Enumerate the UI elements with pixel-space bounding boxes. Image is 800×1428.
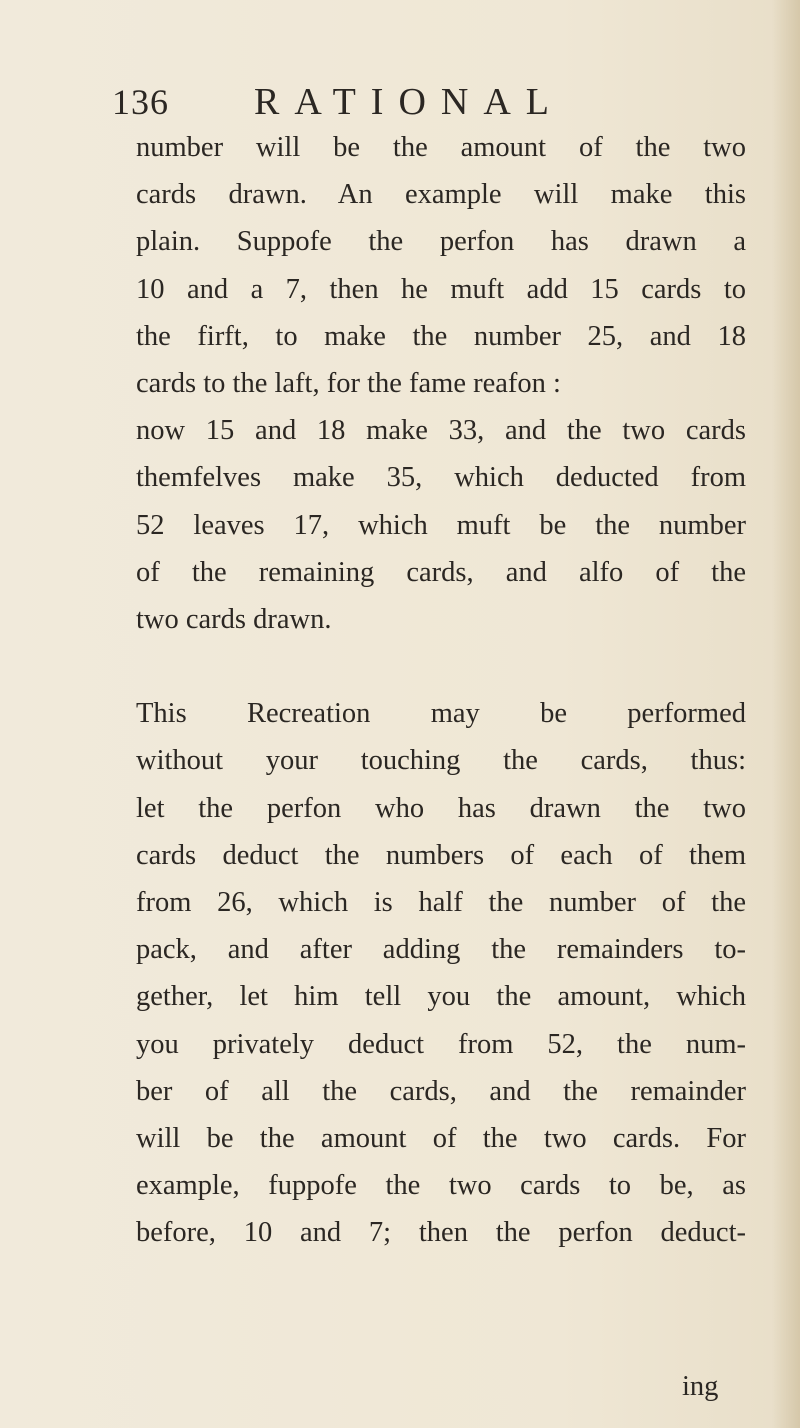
text-line: cards drawn. An example will make this [136,179,746,211]
page-edge-shading [772,0,800,1428]
text-line: of the remaining cards, and alfo of the [136,556,746,588]
text-line: plain. Suppofe the perfon has drawn a [136,226,746,258]
text-line: the firft, to make the number 25, and 18 [136,320,746,352]
text-line: without your touching the cards, thus: [136,745,746,777]
text-line: 52 leaves 17, which muft be the number [136,509,746,541]
text-line: you privately deduct from 52, the num- [136,1028,746,1060]
running-head [112,76,752,128]
text-line: cards to the laft, for the fame reafon : [136,368,561,400]
text-line: two cards drawn. [136,604,332,636]
body-text [136,124,746,1257]
paragraph [136,690,746,1256]
text-line: will be the amount of the two cards. For [136,1123,746,1155]
text-line: now 15 and 18 make 33, and the two cards [136,415,746,447]
catchword: ing [682,1371,719,1402]
text-line: from 26, which is half the number of the [136,887,746,919]
text-line: themfelves make 35, which deducted from [136,462,746,494]
text-line: gether, let him tell you the amount, which [136,981,746,1013]
paragraph [136,124,746,643]
text-line: This Recreation may be performed [136,698,746,730]
text-line: cards deduct the numbers of each of them [136,839,746,871]
text-line: pack, and after adding the remainders to- [136,934,746,966]
text-line: example, fuppofe the two cards to be, as [136,1170,746,1202]
text-line: number will be the amount of the two [136,132,746,163]
text-line: let the perfon who has drawn the two [136,792,746,824]
text-line: ber of all the cards, and the remainder [136,1075,746,1107]
text-line: 10 and a 7, then he muft add 15 cards to [136,273,746,305]
page-number: 136 [112,82,169,122]
text-line: before, 10 and 7; then the perfon deduct- [136,1217,746,1249]
running-title: RATIONAL [254,81,564,123]
paragraph-gap [136,643,746,690]
